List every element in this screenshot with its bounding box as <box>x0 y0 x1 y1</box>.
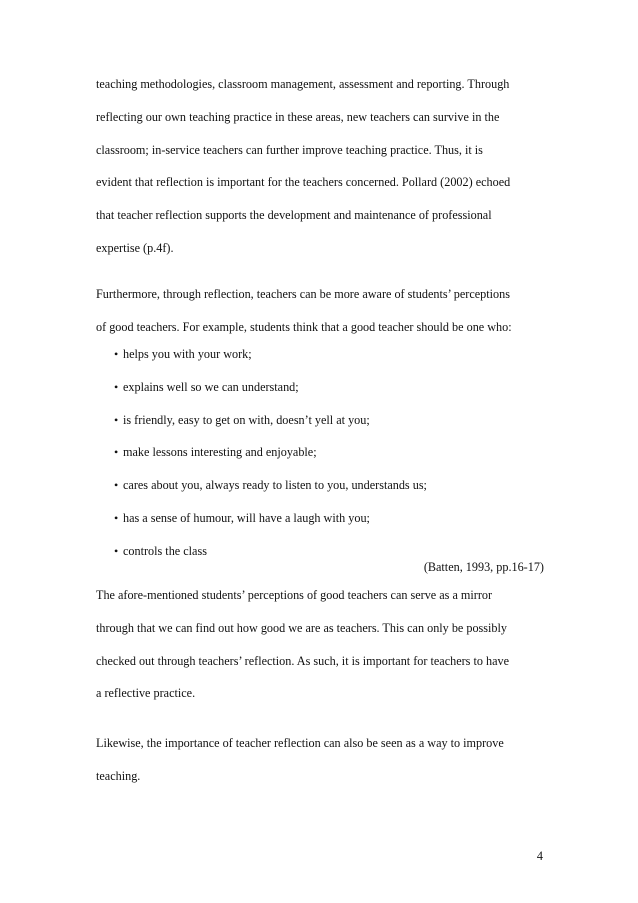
paragraph-line: through that we can find out how good we are as teachers. This can only be possibly <box>96 620 508 635</box>
paragraph-line: expertise (p.4f). <box>96 240 174 255</box>
bullet-item: • make lessons interesting and enjoyable; <box>96 436 544 469</box>
paragraph-line: classroom; in-service teachers can further improve teaching practice. Thus, it is <box>96 142 483 157</box>
paragraph-line: checked out through teachers’ reflection. As such, it is important for teachers to have <box>96 653 509 668</box>
paragraph-line: evident that reflection is important for the teachers concerned. Pollard (2002) echoed <box>96 175 511 190</box>
paragraph-line: The afore-mentioned students’ perceptions of good teachers can serve as a mirror <box>96 588 493 602</box>
bullet-item: • controls the class <box>96 535 544 568</box>
paragraph-line: Likewise, the importance of teacher reflection can also be seen as a way to improve <box>96 736 504 750</box>
bullet-item: • is friendly, easy to get on with, doesn’t yell at you; <box>96 404 544 437</box>
bullet-item: • cares about you, always ready to listen to you, understands us; <box>96 469 544 502</box>
paragraph-line: a reflective practice. <box>96 686 196 701</box>
bullet-item: • helps you with your work; <box>96 338 544 371</box>
page-number: 4 <box>536 849 543 863</box>
citation: (Batten, 1993, pp.16-17) <box>423 560 544 574</box>
paragraph-line: Furthermore, through reflection, teachers can be more aware of students’ perceptions <box>96 287 510 301</box>
paragraph-line: teaching methodologies, classroom management, assessment and reporting. Through <box>96 77 510 91</box>
paragraph-line: that teacher reflection supports the development and maintenance of professional <box>96 208 492 223</box>
bullet-list <box>96 338 544 568</box>
bullet-item: • has a sense of humour, will have a laugh with you; <box>96 502 544 535</box>
paragraph-3 <box>96 579 544 710</box>
paragraph-line: teaching. <box>96 768 141 783</box>
paragraph-line: of good teachers. For example, students think that a good teacher should be one who: <box>96 319 512 334</box>
paragraph-line: reflecting our own teaching practice in these areas, new teachers can survive in the <box>96 109 500 124</box>
paragraph-4 <box>96 727 544 793</box>
paragraph-1 <box>96 68 544 265</box>
paragraph-2 <box>96 278 544 344</box>
bullet-item: • explains well so we can understand; <box>96 371 544 404</box>
